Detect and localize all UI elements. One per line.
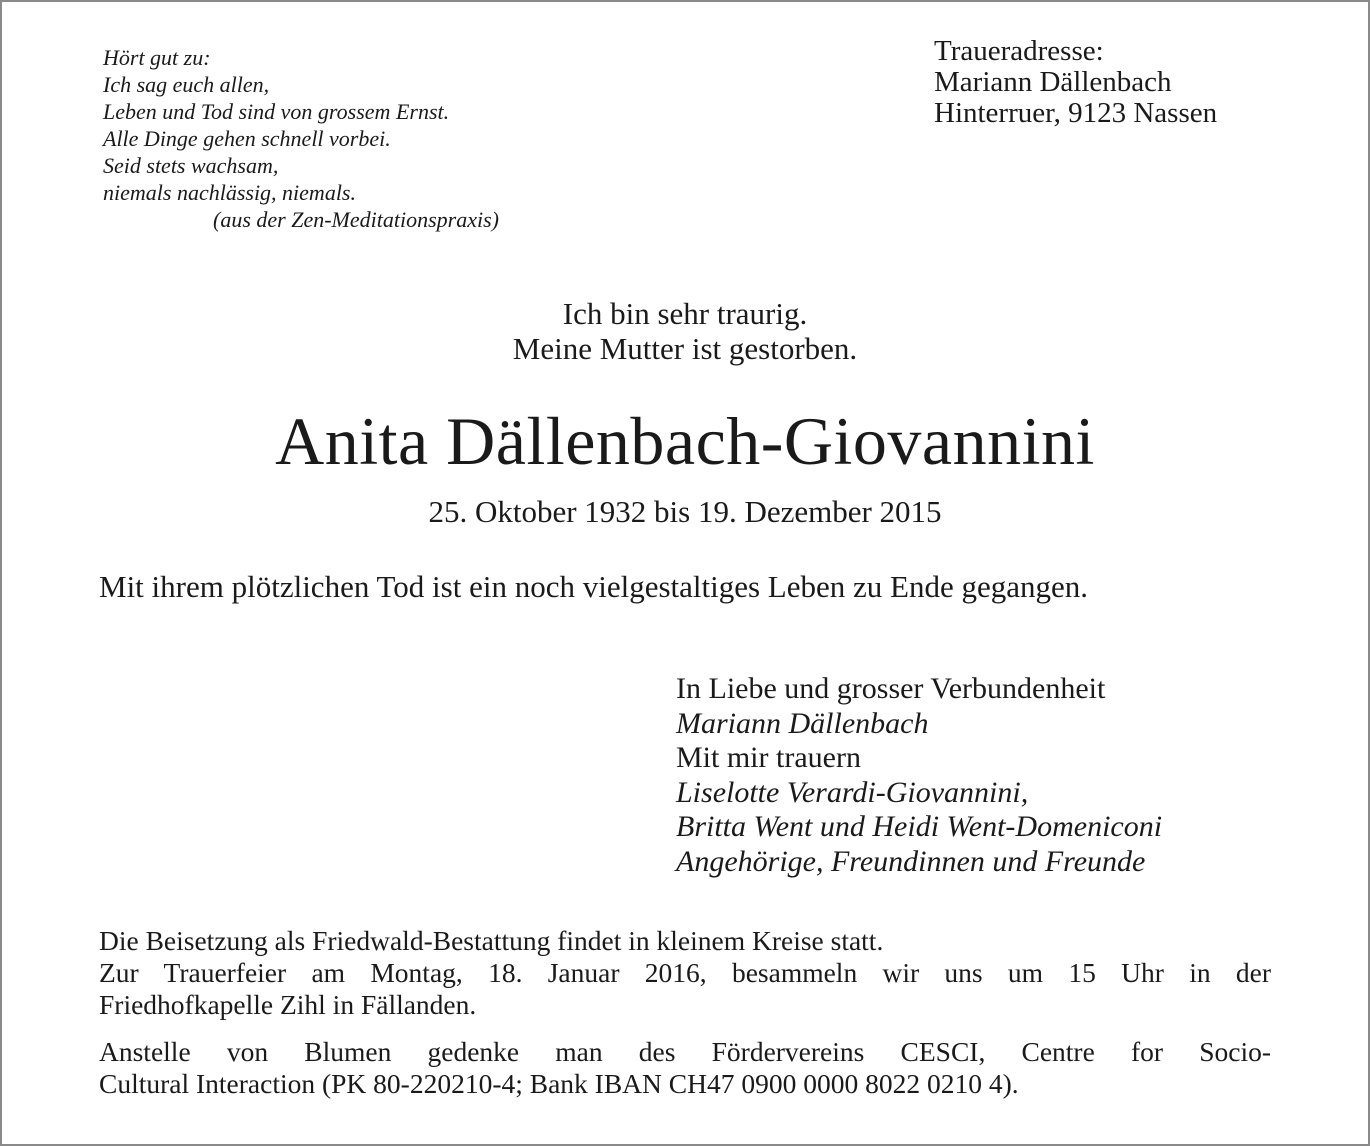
intro-line: Meine Mutter ist gestorben. — [512, 331, 858, 366]
mourner-name: Britta Went und Heidi Went-Domeniconi — [676, 810, 1163, 843]
poem-line: Seid stets wachsam, — [103, 153, 279, 178]
signer-name: Mariann Dällenbach — [676, 706, 929, 740]
poem-line: Hört gut zu: — [103, 45, 211, 70]
ceremony-line: Friedhofkapelle Zihl in Fällanden. — [99, 989, 477, 1020]
ceremony-line: Zur Trauerfeier am Montag, 18. Januar 2016, besammeln wir uns um 15 Uhr in der — [99, 957, 1271, 988]
poem-line: Leben und Tod sind von grossem Ernst. — [103, 99, 450, 124]
intro-line: Ich bin sehr traurig. — [562, 296, 808, 331]
mourner-name: Angehörige, Freundinnen und Freunde — [676, 844, 1146, 878]
address-label: Traueradresse: — [934, 35, 1104, 67]
poem-block — [103, 44, 499, 233]
poem-line: Alle Dinge gehen schnell vorbei. — [103, 126, 391, 151]
message-text: Mit ihrem plötzlichen Tod ist ein noch vielgestaltiges Leben zu Ende gegangen. — [99, 569, 1088, 604]
poem-line: Ich sag euch allen, — [103, 72, 270, 97]
deceased-name: Anita Dällenbach-Giovannini — [275, 403, 1095, 479]
intro-statement — [0, 296, 1370, 366]
mourners-intro: Mit mir trauern — [676, 741, 861, 774]
donation-notice — [99, 1036, 1271, 1100]
burial-notice: Die Beisetzung als Friedwald-Bestattung findet in kleinem Kreise statt. — [99, 925, 884, 956]
ceremony-notice — [99, 925, 1271, 1021]
address-name: Mariann Dällenbach — [934, 66, 1172, 98]
address-street: Hinterruer, 9123 Nassen — [934, 97, 1218, 129]
mourning-address — [934, 36, 1217, 129]
life-dates: 25. Oktober 1932 bis 19. Dezember 2015 — [428, 494, 942, 529]
donation-line: Anstelle von Blumen gedenke man des Fördervereins CESCI, Centre for Socio- — [99, 1036, 1271, 1067]
donation-line: Cultural Interaction (PK 80-220210-4; Bank IBAN CH47 0900 0000 8022 0210 4). — [99, 1068, 1019, 1099]
poem-source: (aus der Zen-Meditationspraxis) — [213, 207, 499, 232]
poem-line: niemals nachlässig, niemals. — [103, 180, 356, 205]
mourner-name: Liselotte Verardi-Giovannini, — [676, 775, 1029, 809]
closing-line: In Liebe und grosser Verbundenheit — [676, 672, 1106, 705]
signature-block — [676, 672, 1162, 879]
